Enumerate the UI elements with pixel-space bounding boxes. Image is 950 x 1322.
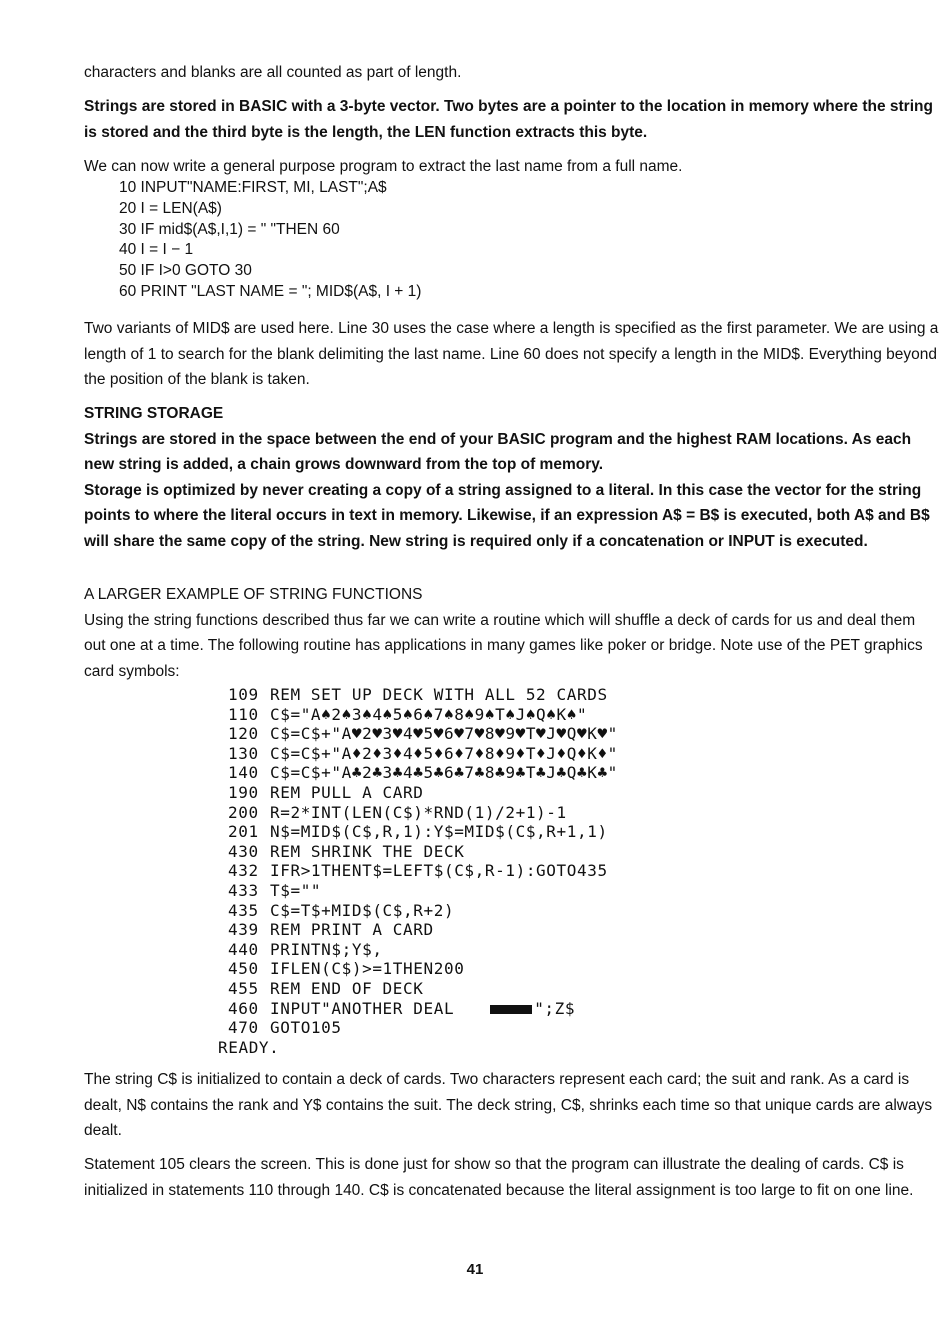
- reverse-video-block: [490, 1005, 532, 1014]
- page-number: 41: [466, 1261, 484, 1278]
- program-card-deck-listing: [218, 685, 618, 1057]
- line-code: C$=C$+"A♦2♦3♦4♦5♦6♦7♦8♦9♦T♦J♦Q♦K♦": [270, 743, 618, 763]
- program-line: 10 INPUT"NAME:FIRST, MI, LAST";A$: [119, 179, 387, 196]
- line-code: IFLEN(C$)>=1THEN200: [270, 959, 465, 979]
- program-line: 30 IF mid$(A$,I,1) = " "THEN 60: [119, 220, 340, 238]
- line-number: 110: [228, 704, 259, 724]
- ready-prompt: READY.: [218, 1037, 280, 1057]
- paragraph-storage-optimized: Storage is optimized by never creating a copy of a string assigned to a literal. In this case the vector for the string points to where the literal occurs in text in memory. Likewise, if an expression A$ = B$ is executed, both A$ and B$ will share the same copy of the string. New string is required only if a concatenation or INPUT is executed.: [84, 481, 930, 550]
- listing-line: [218, 744, 618, 764]
- line-number: 432: [228, 861, 259, 881]
- line-code: T$="": [270, 880, 322, 900]
- listing-line: [218, 861, 618, 881]
- listing-line: [218, 763, 618, 783]
- line-number: 440: [228, 939, 259, 959]
- line-number: 450: [228, 959, 259, 979]
- heading-string-storage: STRING STORAGE: [84, 405, 224, 422]
- paragraph-shuffle-intro: Using the string functions described thus far we can write a routine which will shuffle a deck of cards for us and deal them out one at a time. The following routine has applications in many games like poker or bridge. Note use of the PET graphics card symbols:: [84, 611, 923, 680]
- line-number: 439: [228, 920, 259, 940]
- listing-line: [218, 822, 618, 842]
- line-number: 201: [228, 822, 259, 842]
- line-number: 130: [228, 743, 259, 763]
- listing-line: [218, 901, 618, 921]
- listing-line: [218, 959, 618, 979]
- paragraph-mid-variants: Two variants of MID$ are used here. Line 30 uses the case where a length is specified as the first parameter. We are using a length of 1 to search for the blank delimiting the last name. Line 60 does not specify a length in the MID$. Everything beyond the position of the blank is taken.: [84, 320, 939, 388]
- program-line: 50 IF I>0 GOTO 30: [119, 262, 252, 280]
- listing-line: [218, 920, 618, 940]
- line-code: C$=T$+MID$(C$,R+2): [270, 900, 455, 920]
- line-code: C$="A♠2♠3♠4♠5♠6♠7♠8♠9♠T♠J♠Q♠K♠": [270, 704, 588, 724]
- line-number: 190: [228, 782, 259, 802]
- paragraph-statement-105: Statement 105 clears the screen. This is done just for show so that the program can illustrate the dealing of cards. C$ is initialized in statements 110 through 140. C$ is concatenated because the literal assignment is too large to fit on one line.: [84, 1156, 914, 1199]
- listing-line: [218, 940, 618, 960]
- section-larger-example: [84, 582, 940, 684]
- line-code: PRINTN$;Y$,: [270, 939, 383, 959]
- line-number: 470: [228, 1018, 259, 1038]
- line-code: C$=C$+"A♥2♥3♥4♥5♥6♥7♥8♥9♥T♥J♥Q♥K♥": [270, 724, 618, 744]
- listing-line: [218, 685, 618, 705]
- line-code: C$=C$+"A♣2♣3♣4♣5♣6♣7♣8♣9♣T♣J♣Q♣K♣": [270, 763, 618, 783]
- listing-line: [218, 783, 618, 803]
- paragraph-program-intro: We can now write a general purpose program to extract the last name from a full name.: [84, 158, 683, 175]
- listing-line: [218, 979, 618, 999]
- line-number: 433: [228, 880, 259, 900]
- listing-line: [218, 881, 618, 901]
- line-code: REM PRINT A CARD: [270, 920, 434, 940]
- line-number: 430: [228, 841, 259, 861]
- listing-line: [218, 1018, 618, 1038]
- listing-line: [218, 999, 618, 1019]
- program-line: 20 I = LEN(A$): [119, 199, 222, 217]
- line-code: IFR>1THENT$=LEFT$(C$,R-1):GOTO435: [270, 861, 608, 881]
- paragraph-deck-explanation: The string C$ is initialized to contain a deck of cards. Two characters represent each card; the suit and rank. As a card is dealt, N$ contains the rank and Y$ contains the suit. The deck string, C$, shrinks each time so that unique cards are always dealt.: [84, 1071, 933, 1139]
- line-number: 120: [228, 724, 259, 744]
- listing-line: [218, 724, 618, 744]
- line-number: 455: [228, 978, 259, 998]
- section-string-storage: [84, 401, 940, 554]
- program-line: 40 I = I − 1: [119, 241, 194, 259]
- line-number: 435: [228, 900, 259, 920]
- line-code: N$=MID$(C$,R,1):Y$=MID$(C$,R+1,1): [270, 822, 608, 842]
- paragraph-string-vector: Strings are stored in BASIC with a 3-byte vector. Two bytes are a pointer to the location in memory where the string is stored and the third byte is the length, the LEN function extracts this byte.: [84, 98, 933, 141]
- listing-line: [218, 842, 618, 862]
- line-code: REM SHRINK THE DECK: [270, 841, 465, 861]
- line-number: 200: [228, 802, 259, 822]
- line-code-tail: ";Z$: [534, 998, 576, 1018]
- line-code: REM SET UP DECK WITH ALL 52 CARDS: [270, 685, 608, 704]
- program-line: 60 PRINT "LAST NAME = "; MID$(A$, I + 1): [119, 282, 422, 300]
- listing-line: [218, 803, 618, 823]
- program-last-name: [119, 178, 421, 303]
- listing-line: [218, 705, 618, 725]
- paragraph-storage-space: Strings are stored in the space between the end of your BASIC program and the highest RAM locations. As each new string is added, a chain grows downward from the top of memory.: [84, 430, 912, 473]
- paragraph-length-note: characters and blanks are all counted as part of length.: [84, 64, 462, 81]
- line-code: R=2*INT(LEN(C$)*RND(1)/2+1)-1: [270, 802, 567, 822]
- heading-larger-example: A LARGER EXAMPLE OF STRING FUNCTIONS: [84, 586, 423, 603]
- line-code: GOTO105: [270, 1018, 342, 1038]
- line-code: REM END OF DECK: [270, 978, 424, 998]
- line-number: 140: [228, 763, 259, 783]
- line-number: 109: [228, 685, 259, 704]
- line-code: INPUT"ANOTHER DEAL: [270, 998, 455, 1018]
- line-number: 460: [228, 998, 259, 1018]
- line-code: REM PULL A CARD: [270, 782, 424, 802]
